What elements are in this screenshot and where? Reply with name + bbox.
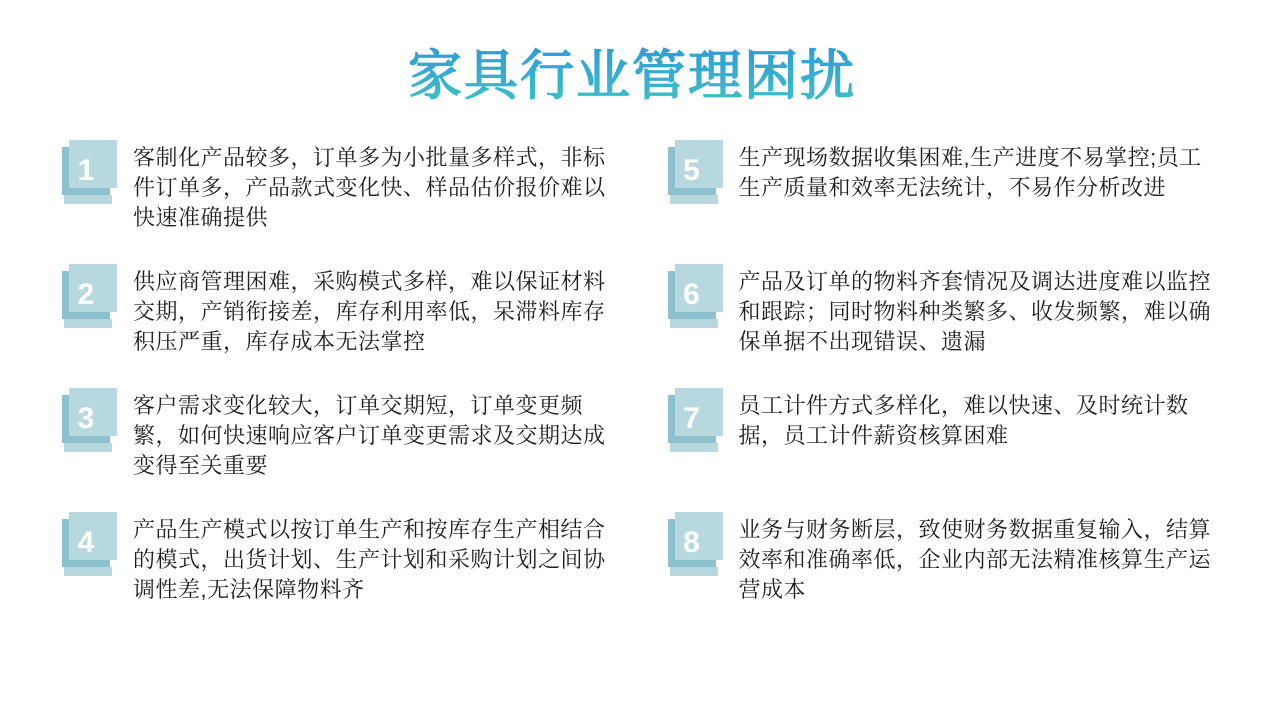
list-item-3 <box>62 389 610 513</box>
item-number-badge <box>62 519 110 567</box>
item-number-badge <box>62 147 110 195</box>
item-text: 生产现场数据收集困难,生产进度不易掌控;员工生产质量和效率无法统计，不易作分析改进 <box>738 144 1202 200</box>
item-text: 客制化产品较多，订单多为小批量多样式，非标件订单多，产品款式变化快、样品估价报价难以快速准确提供 <box>133 144 606 230</box>
item-number: 7 <box>683 401 700 435</box>
item-number: 5 <box>683 153 700 187</box>
list-item-4 <box>62 513 610 637</box>
item-text: 产品及订单的物料齐套情况及调达进度难以监控和跟踪；同时物料种类繁多、收发频繁，难以确保单据不出现错误、遗漏 <box>738 268 1212 354</box>
item-number: 4 <box>77 525 95 559</box>
item-text: 产品生产模式以按订单生产和按库存生产相结合的模式，出货计划、生产计划和采购计划之间协调性差,无法保障物料齐 <box>133 516 606 602</box>
item-number-badge <box>668 147 716 195</box>
list-item-2 <box>62 265 610 389</box>
item-number: 2 <box>77 277 95 311</box>
item-number-badge <box>668 395 716 443</box>
list-item-8 <box>668 513 1216 637</box>
item-number-badge <box>62 395 110 443</box>
item-text: 业务与财务断层，致使财务数据重复输入，结算效率和准确率低，企业内部无法精准核算生产运营成本 <box>738 516 1212 602</box>
item-number: 8 <box>683 525 700 559</box>
items-grid <box>0 141 1264 637</box>
item-number-badge <box>62 271 110 319</box>
item-number: 1 <box>77 153 95 187</box>
page-title: 家具行业管理困扰 <box>0 44 1264 109</box>
item-number-badge <box>668 519 716 567</box>
item-text: 客户需求变化较大，订单交期短，订单变更频繁，如何快速响应客户订单变更需求及交期达成变得至关重要 <box>133 392 606 478</box>
item-number: 3 <box>77 401 95 435</box>
list-item-6 <box>668 265 1216 389</box>
list-item-1 <box>62 141 610 265</box>
item-text: 员工计件方式多样化，难以快速、及时统计数据，员工计件薪资核算困难 <box>738 392 1189 448</box>
list-item-7 <box>668 389 1216 513</box>
item-text: 供应商管理困难，采购模式多样，难以保证材料交期，产销衔接差，库存利用率低，呆滞料库存积压严重，库存成本无法掌控 <box>133 268 606 354</box>
item-number: 6 <box>683 277 700 311</box>
slide <box>0 44 1264 705</box>
item-number-badge <box>668 271 716 319</box>
list-item-5 <box>668 141 1216 265</box>
